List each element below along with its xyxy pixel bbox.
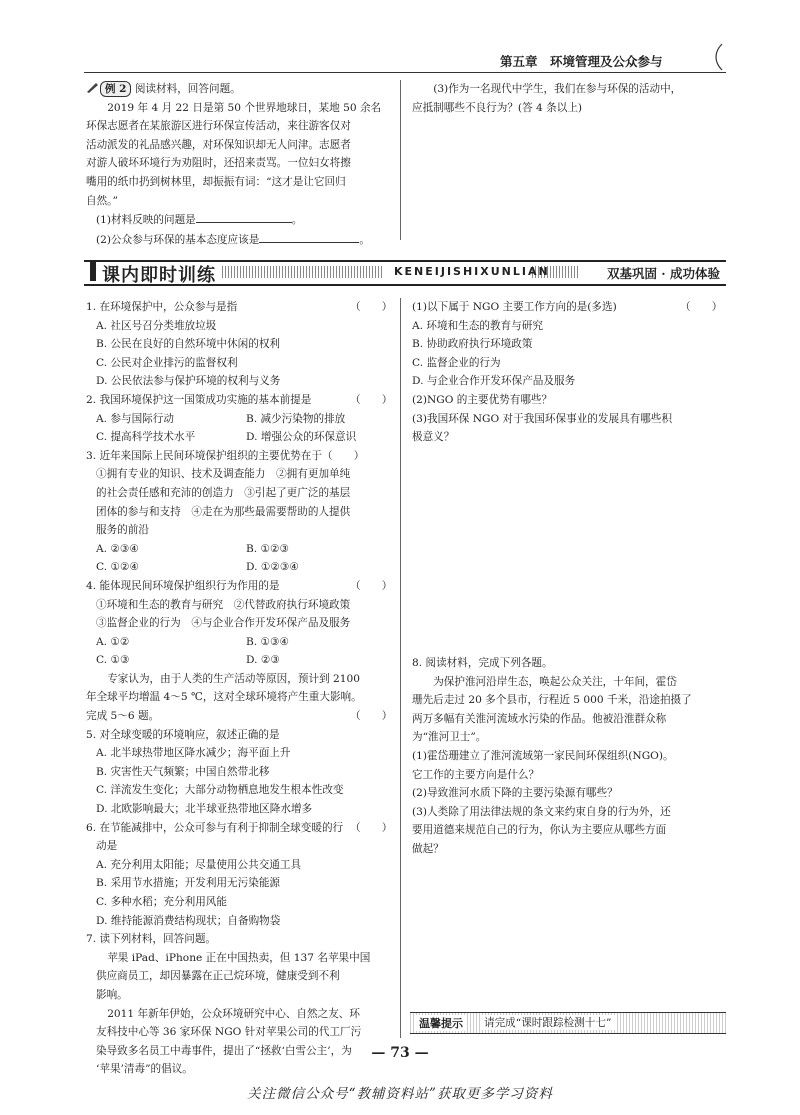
material-line: 友科技中心等 36 家环保 NGO 针对苹果公司的代工厂污 xyxy=(96,1026,362,1039)
material-line: 染导致多名员工中毒事件，提出了“拯救‘白雪公主’，为 xyxy=(96,1044,352,1057)
tip-box xyxy=(410,1012,726,1034)
option-a: A. 环境和生态的教育与研究 xyxy=(412,319,543,332)
example-2-question-3 xyxy=(412,80,681,117)
example-instruction: 阅读材料，回答问题。 xyxy=(134,83,241,95)
sub-question-3: (3)我国环保 NGO 对于我国环保事业的发展具有哪些积 xyxy=(412,412,673,425)
option-b: B. ①③④ xyxy=(246,635,290,648)
option-d: D. ①②③④ xyxy=(246,561,299,574)
option-d: D. 维持能源消费结构现状；自备购物袋 xyxy=(96,914,281,927)
question-4-line: ①环境和生态的教育与研究 ②代替政府执行环境政策 xyxy=(96,598,351,611)
example-para-line: 嘴用的纸巾扔到树林里，却振振有词：“这才是让它回归 xyxy=(86,175,346,188)
option-c: C. ①②④ xyxy=(96,561,139,574)
option-b: B. 减少污染物的排放 xyxy=(246,412,346,425)
answer-blank-1[interactable] xyxy=(196,210,292,223)
material-line: 2011 年新年伊始，公众环境研究中心、自然之友、环 xyxy=(107,1007,360,1020)
section-banner xyxy=(84,260,726,286)
option-c: C. 多种水稻；充分利用风能 xyxy=(96,896,227,908)
question-3-line: 应抵制哪些不良行为？(答 4 条以上) xyxy=(412,101,583,114)
question-1: 1. 在环境保护中，公众参与是指 xyxy=(86,301,238,313)
question-5: 5. 对全球变暖的环境响应，叙述正确的是 xyxy=(86,728,280,741)
option-c: C. 提高科学技术水平 xyxy=(96,431,196,444)
option-d: D. 增强公众的环保意识 xyxy=(246,431,357,444)
option-a: A. ②③④ xyxy=(96,542,139,555)
question-6: 6. 在节能减排中，公众可参与有利于抑制全球变暖的行 xyxy=(86,821,344,834)
question-6-line: 动是 xyxy=(96,840,118,853)
material-line: 完成 5～6 题。 xyxy=(86,710,160,723)
sub-question-3-line: 要用道德来规范自己的行为，你认为主要应从哪些方面 xyxy=(412,824,667,837)
answer-blank-2[interactable] xyxy=(259,230,359,243)
period: 。 xyxy=(291,214,303,227)
answer-paren[interactable]: （ ） xyxy=(350,301,393,313)
sub-question-3-line: 做起？ xyxy=(412,842,444,855)
footer-note: 关注微信公众号“教辅资料站”获取更多学习资料 xyxy=(247,1086,553,1102)
example-2 xyxy=(86,80,396,249)
header-rule xyxy=(84,72,726,73)
material-line: 供应商员工，却因暴露在正己烷环境，健康受到不利 xyxy=(96,970,340,983)
banner-pinyin: KENEIJISHIXUNLIAN xyxy=(394,265,550,278)
question-1: (1)材料反映的问题是 xyxy=(96,214,196,227)
option-d: D. 北欧影响最大；北半球亚热带地区降水增多 xyxy=(96,803,313,816)
question-8 xyxy=(412,654,728,859)
answer-paren[interactable]: （ ） xyxy=(350,580,393,592)
column-divider xyxy=(400,298,401,1038)
tip-text: 请完成“课时跟踪检测十七” xyxy=(480,1015,615,1030)
option-d: D. 公民依法参与保护环境的权利与义务 xyxy=(96,375,281,388)
chapter-title: 第五章 环境管理及公众参与 xyxy=(500,54,663,69)
option-c: C. 洋流发生变化；大部分动物栖息地发生根本性改变 xyxy=(96,784,344,797)
material-line: 苹果 iPad、iPhone 正在中国热卖，但 137 名苹果中国 xyxy=(107,951,371,964)
sub-question-1: (1)霍岱珊建立了淮河流域第一家民间环保组织(NGO)。 xyxy=(412,749,674,762)
material-line: 专家认为，由于人类的生产活动等原因，预计到 2100 xyxy=(107,672,360,685)
option-a: A. 社区号召分类堆放垃圾 xyxy=(96,319,217,332)
question-2: 2. 我国环境保护这一国策成功实施的基本前提是 xyxy=(86,393,312,406)
answer-paren[interactable]: （ ） xyxy=(350,394,393,406)
banner-subtitle: 双基巩固 · 成功体验 xyxy=(606,266,720,281)
sub-question-1-line: 它工作的主要方向是什么？ xyxy=(412,768,540,781)
sub-question-3-line: 极意义？ xyxy=(412,431,455,444)
question-3-line: 服务的前沿 xyxy=(96,524,149,537)
tip-label: 温馨提示 xyxy=(416,1015,466,1031)
question-8-title: 8. 阅读材料，完成下列各题。 xyxy=(412,657,553,669)
option-c: C. 公民对企业排污的监督权利 xyxy=(96,356,238,369)
page-number: — 73 — xyxy=(371,1045,429,1061)
question-3: 3. 近年来国际上民间环境保护组织的主要优势在于（ ） xyxy=(86,449,365,462)
option-a: A. ①② xyxy=(96,635,130,648)
material-line: 两万多幅有关淮河流域水污染的作品。他被沿淮群众称 xyxy=(412,712,667,725)
material-line: 珊先后走过 20 多个县市，行程近 5 000 千米，沿途拍摄了 xyxy=(412,694,692,707)
period: 。 xyxy=(359,233,370,246)
question-4-line: ③监督企业的行为 ④与企业合作开发环保产品及服务 xyxy=(96,617,351,630)
option-d: D. ②③ xyxy=(246,654,280,667)
left-column xyxy=(86,298,396,1079)
option-c: C. ①③ xyxy=(96,654,130,667)
option-a: A. 充分利用太阳能；尽量使用公共交通工具 xyxy=(96,858,302,871)
banner-hatch xyxy=(222,266,382,278)
right-column xyxy=(412,298,728,447)
option-b: B. 灾害性天气频繁；中国自然带北移 xyxy=(96,765,270,778)
material-line: 为保护淮河沿岸生态，唤起公众关注，十年间，霍岱 xyxy=(433,675,677,688)
question-7: 7. 读下列材料，回答问题。 xyxy=(86,933,217,946)
question-2: (2)公众参与环保的基本态度应该是 xyxy=(96,233,260,246)
sub-question-2: (2)导致淮河水质下降的主要污染源有哪些？ xyxy=(412,787,618,800)
option-c: C. 监督企业的行为 xyxy=(412,356,501,369)
option-b: B. 公民在良好的自然环境中休闲的权利 xyxy=(96,338,281,351)
answer-paren[interactable]: （ ） xyxy=(350,822,393,834)
material-line: 影响。 xyxy=(96,988,128,1001)
example-para-line: 自然。” xyxy=(86,194,118,207)
question-4: 4. 能体现民间环境保护组织行为作用的是 xyxy=(86,579,280,592)
material-line: 年全球平均增温 4～5 ℃，这对全球环境将产生重大影响。 xyxy=(86,691,362,704)
example-para-line: 活动派发的礼品感兴趣，对环保知识却无人问津。志愿者 xyxy=(86,138,351,151)
example-para-line: 2019 年 4 月 22 日是第 50 个世界地球日，某地 50 余名 xyxy=(107,101,382,114)
option-b: B. 采用节水措施；开发利用无污染能源 xyxy=(96,877,281,890)
sub-question-2: (2)NGO 的主要优势有哪些？ xyxy=(412,393,553,406)
material-line: ‘苹果’清毒”的倡议。 xyxy=(96,1063,193,1076)
option-b: B. 协助政府执行环境政策 xyxy=(412,338,533,351)
option-d: D. 与企业合作开发环保产品及服务 xyxy=(412,375,576,388)
header-curl-icon xyxy=(712,42,726,72)
option-b: B. ①②③ xyxy=(246,542,290,555)
question-3-line: 团体的参与和支持 ④走在为那些最需要帮助的人提供 xyxy=(96,505,351,518)
banner-title: 课内即时训练 xyxy=(102,265,216,286)
example-para-line: 对游人破坏环境行为劝阻时，还招来责骂。一位妇女将擦 xyxy=(86,157,351,170)
example-badge: 例 2 xyxy=(100,81,131,97)
answer-paren[interactable]: （ ） xyxy=(350,710,393,722)
sub-question-3: (3)人类除了用法律法规的条文来约束自身的行为外，还 xyxy=(412,805,671,818)
answer-paren[interactable]: （ ） xyxy=(680,301,723,313)
question-3-line: ①拥有专业的知识、技术及调查能力 ②拥有更加单纯 xyxy=(96,468,351,481)
sub-question-1: (1)以下属于 NGO 主要工作方向的是(多选) xyxy=(412,301,617,313)
pen-icon xyxy=(86,81,100,93)
example-para-line: 环保志愿者在某旅游区进行环保宣传活动，来往游客仅对 xyxy=(86,120,351,133)
option-a: A. 参与国际行动 xyxy=(96,412,174,425)
material-line: 为“淮河卫士”。 xyxy=(412,731,487,744)
option-a: A. 北半球热带地区降水减少；海平面上升 xyxy=(96,747,291,760)
question-3-line: 的社会责任感和充沛的创造力 ③引起了更广泛的基层 xyxy=(96,486,351,499)
column-divider-top xyxy=(400,80,401,240)
question-3-line: (3)作为一名现代中学生，我们在参与环保的活动中， xyxy=(433,83,682,95)
banner-bar-icon xyxy=(90,262,96,281)
